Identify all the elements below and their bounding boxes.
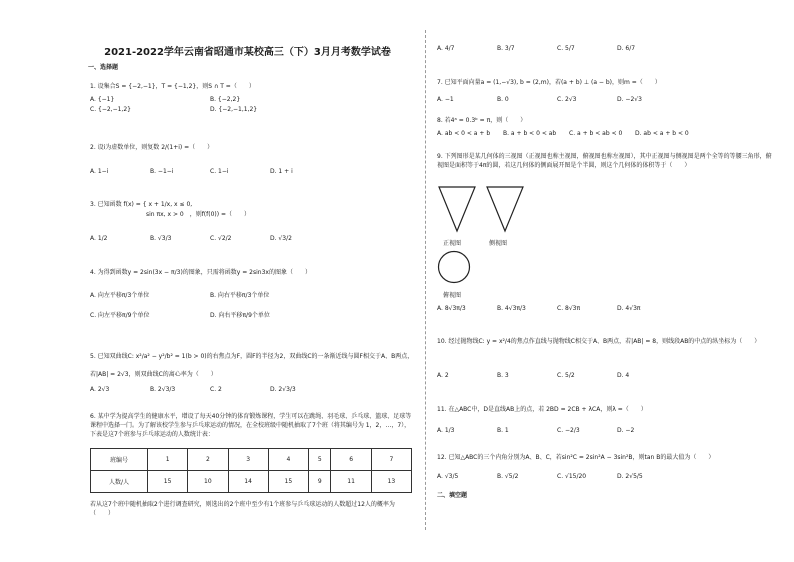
- table-row: [91, 471, 412, 493]
- question-5-stem-line1: 5. 已知双曲线C: x²/a² − y²/b² = 1(b > 0)的右焦点为F，圆F的半径为2，双曲线C的一条渐近线与圆F相交于A、B两点，: [90, 353, 414, 360]
- question-7-option-d: D. −2√3: [617, 96, 642, 103]
- question-5-option-d: D. 2√3/3: [270, 386, 296, 393]
- question-3-option-b: B. √3/3: [150, 235, 172, 242]
- column-divider: [425, 30, 426, 530]
- question-12-stem: 12. 已知△ABC的三个内角分别为A、B、C，若sin²C = 2sin²A − 3sin²B，则tan B的最大值为（ ）: [437, 454, 715, 461]
- table-cell: 9: [309, 471, 331, 493]
- question-6-option-b: B. 3/7: [497, 45, 515, 52]
- table-cell: 6: [331, 449, 371, 471]
- question-4-option-c: C. 向左平移π/9个单位: [90, 312, 150, 319]
- question-6-tail: 若从这7个班中随机抽取2个进行调查研究，则选出的2个班中至少有1个班参与乒乓球运动的人数超过12人的概率为（ ）: [90, 501, 395, 517]
- table-cell: 5: [309, 449, 331, 471]
- question-6-option-a: A. 4/7: [437, 45, 455, 52]
- question-5-stem-line2: 若|AB| = 2√3，则双曲线C的离心率为（ ）: [90, 371, 217, 378]
- question-8-option-c: C. a + b < ab < 0: [569, 130, 623, 137]
- front-view-triangle: [437, 185, 477, 233]
- question-9-option-b: B. 4√3π/3: [497, 305, 526, 312]
- question-11-option-b: B. 1: [497, 427, 509, 434]
- question-5-option-a: A. 2√3: [90, 386, 110, 393]
- question-7-stem: 7. 已知平面向量a = (1,−√3), b = (2,m)，若(a + b) ⊥ (a − b)，则m =（ ）: [437, 79, 661, 86]
- question-10-stem: 10. 经过抛物线C: y = x²/4的焦点作直线与抛物线C相交于A、B两点，若|AB| = 8，则线段AB的中点的纵坐标为（ ）: [437, 338, 761, 345]
- question-1-option-a: A. {−1}: [90, 96, 115, 103]
- table-cell: 15: [148, 471, 188, 493]
- question-4-option-a: A. 向左平移π/3个单位: [90, 292, 150, 299]
- table-cell: 4: [268, 449, 308, 471]
- side-view-triangle: [485, 185, 525, 233]
- table-cell: 14: [228, 471, 268, 493]
- section-choice-heading: 一、选择题: [88, 64, 119, 71]
- question-2-option-d: D. 1 + i: [270, 168, 293, 175]
- top-view-label: 俯视图: [443, 292, 462, 299]
- question-11-option-d: D. −2: [617, 427, 635, 434]
- table-cell: 10: [188, 471, 228, 493]
- question-9-option-a: A. 8√3π/3: [437, 305, 466, 312]
- table-cell: 11: [331, 471, 371, 493]
- question-7-option-a: A. −1: [437, 96, 454, 103]
- question-12-option-c: C. √15/20: [557, 473, 587, 480]
- question-6-option-d: D. 6/7: [617, 45, 636, 52]
- side-view-label: 侧视图: [489, 240, 508, 247]
- section-fill-heading: 二、填空题: [437, 492, 468, 499]
- question-2-option-b: B. −1−i: [150, 168, 174, 175]
- question-3-stem-line1: 3. 已知函数 f(x) = { x + 1/x, x ≤ 0,: [90, 201, 193, 208]
- question-3-option-d: D. √3/2: [270, 235, 292, 242]
- question-8-stem: 8. 若4ᵃ = 0.3ᵇ = π，则（ ）: [437, 117, 527, 124]
- front-view-label: 正视图: [443, 240, 462, 247]
- question-8-option-a: A. ab < 0 < a + b: [437, 130, 491, 137]
- page-title: 2021-2022学年云南省昭通市某校高三（下）3月月考数学试卷: [104, 47, 391, 58]
- question-12-option-b: B. √5/2: [497, 473, 519, 480]
- question-2-option-c: C. 1−i: [210, 168, 229, 175]
- question-1-stem: 1. 设集合S = {−2,−1}，T = {−1,2}，则S ∩ T =（ ）: [90, 83, 255, 90]
- table-cell: 班编号: [91, 449, 148, 471]
- table-cell: 15: [268, 471, 308, 493]
- question-2-option-a: A. 1−i: [90, 168, 109, 175]
- question-11-option-c: C. −2/3: [557, 427, 580, 434]
- table-cell: 1: [148, 449, 188, 471]
- question-7-option-c: C. 2√3: [557, 96, 577, 103]
- question-10-option-a: A. 2: [437, 372, 449, 379]
- question-3-option-c: C. √2/2: [210, 235, 232, 242]
- question-7-option-b: B. 0: [497, 96, 509, 103]
- question-2-stem: 2. 设i为虚数单位，则复数 2/(1+i) =（ ）: [90, 144, 214, 151]
- question-6-table: [90, 448, 412, 493]
- table-cell: 7: [371, 449, 411, 471]
- question-9-option-d: D. 4√3π: [617, 305, 641, 312]
- question-9-stem: 9. 下列图形是某几何体的三视图（正视图也称主视图，俯视图也称左视图），其中正视图与侧视图是两个全等的等腰三角形，俯视图是面积等于4π的圆，若这几何体的侧面展开图是个半圆，则这个几何体的体积等于（ ）: [437, 153, 772, 169]
- question-1-option-c: C. {−2,−1,2}: [90, 106, 131, 113]
- table-cell: 3: [228, 449, 268, 471]
- question-4-option-b: B. 向右平移π/3个单位: [210, 292, 270, 299]
- question-10-option-b: B. 3: [497, 372, 509, 379]
- question-8-option-b: B. a + b < 0 < ab: [503, 130, 557, 137]
- question-9-option-c: C. 8√3π: [557, 305, 581, 312]
- question-12-option-a: A. √3/5: [437, 473, 459, 480]
- table-cell: 2: [188, 449, 228, 471]
- question-6-option-c: C. 5/7: [557, 45, 575, 52]
- question-5-option-b: B. 2√3/3: [150, 386, 176, 393]
- table-row: [91, 449, 412, 471]
- question-1-option-b: B. {−2,2}: [210, 96, 241, 103]
- left-column: [80, 0, 415, 562]
- question-11-option-a: A. 1/3: [437, 427, 455, 434]
- question-3-option-a: A. 1/2: [90, 235, 108, 242]
- question-4-stem: 4. 为得到函数y = 2sin(3x − π/3)的图象，只需将函数y = 2sin3x的图象（ ）: [90, 269, 311, 276]
- question-6-stem: 6. 某中学为提高学生的健康水平，增设了每天40分钟的体育锻炼课程，学生可以在跳绳、羽毛球、乒乓球、篮球、足球等课程中选择一门。为了解该校学生参与乒乓球运动的情况，在全校班级中随机抽取了7个班（将其编号为 1，2，…，7），下表是这7个班参与乒乓球运动的人数统计表：: [90, 413, 412, 438]
- table-cell: 人数/人: [91, 471, 148, 493]
- question-8-option-d: D. ab < a + b < 0: [635, 130, 689, 137]
- question-11-stem: 11. 在△ABC中，D是直线AB上的点，若 2BD = 2CB + λCA，则λ =（ ）: [437, 406, 647, 413]
- question-3-stem-line2: sin πx, x > 0 ，则f(f(0)) =（ ）: [146, 211, 251, 218]
- question-10-option-d: D. 4: [617, 372, 630, 379]
- question-1-option-d: D. {−2,−1,1,2}: [210, 106, 258, 113]
- question-12-option-d: D. 2√5/5: [617, 473, 643, 480]
- table-cell: 13: [371, 471, 411, 493]
- question-4-option-d: D. 向右平移π/9个单位: [210, 312, 270, 319]
- question-5-option-c: C. 2: [210, 386, 222, 393]
- question-10-option-c: C. 5/2: [557, 372, 575, 379]
- top-view-circle: [437, 250, 471, 284]
- right-column: [437, 0, 777, 562]
